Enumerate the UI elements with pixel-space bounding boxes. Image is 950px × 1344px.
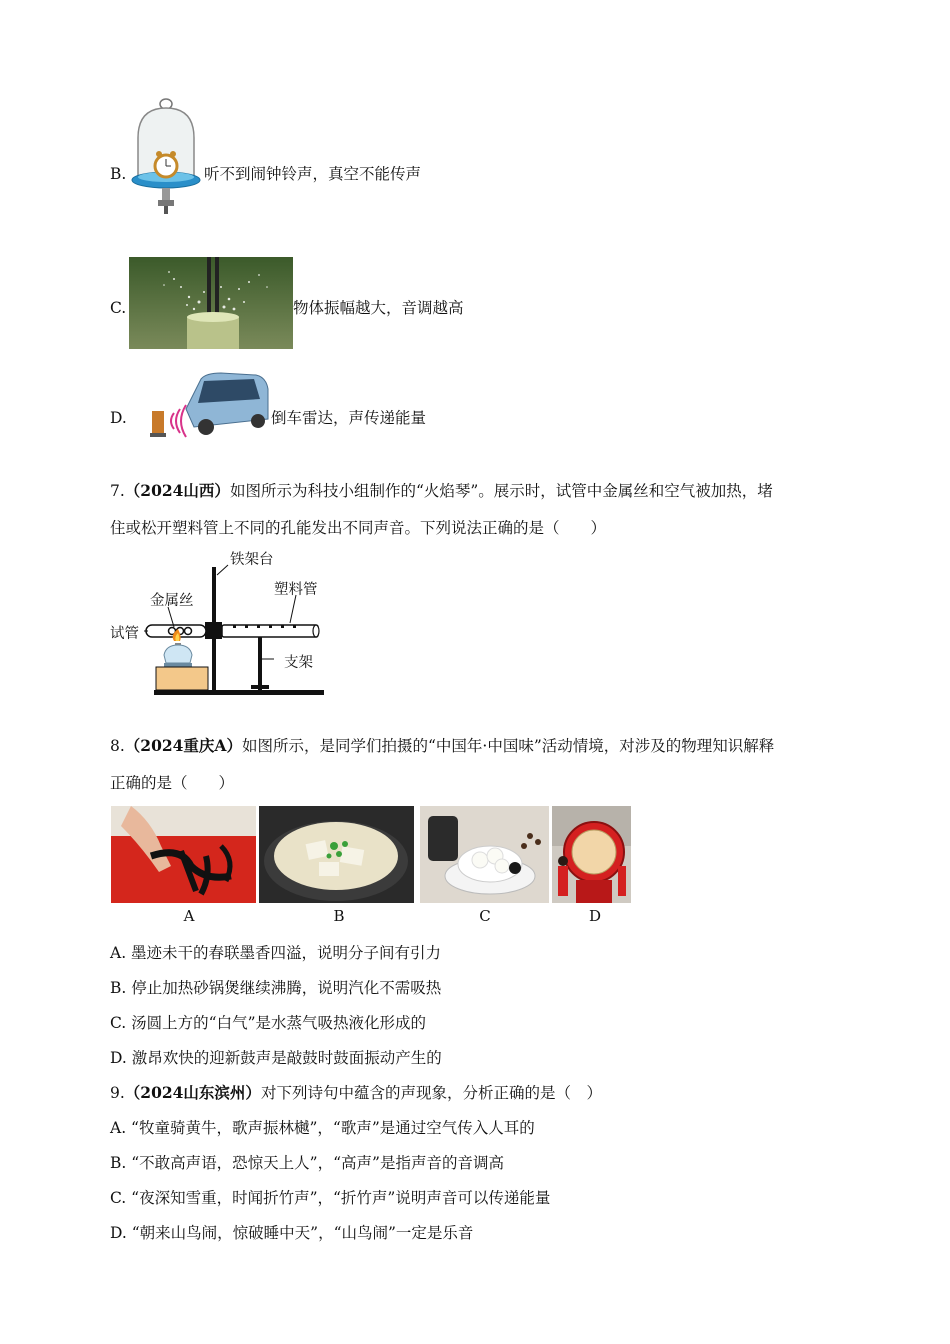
- caption-a: A: [183, 907, 195, 925]
- q9-option-a: A. “牧童骑黄牛，歌声振林樾”，“歌声”是通过空气传入人耳的: [110, 1119, 535, 1137]
- q9-option-c: C. “夜深知雪重，时闻折竹声”，“折竹声”说明声音可以传递能量: [110, 1189, 551, 1207]
- label-support: 支架: [284, 655, 313, 671]
- q8-option-d: D. 激昂欢快的迎新鼓声是敲鼓时鼓面振动产生的: [110, 1049, 442, 1067]
- question-number: 8.: [110, 737, 125, 755]
- question-number: 9.: [110, 1084, 125, 1102]
- option-b: [110, 164, 126, 184]
- caption-d: D: [588, 907, 602, 925]
- option-d: [110, 408, 127, 428]
- option-letter: B.: [110, 165, 127, 183]
- photo-c-tangyuan: [420, 806, 549, 903]
- option-c-text: 物体振幅越大，音调越高: [293, 299, 464, 317]
- q8-option-b: B. 停止加热砂锅煲继续沸腾，说明汽化不需吸热: [110, 979, 442, 997]
- label-iron-stand: 铁架台: [230, 552, 274, 568]
- q9-option-d: D. “朝来山鸟闹，惊破睡中天”，“山鸟闹”一定是乐音: [110, 1224, 474, 1242]
- bell-jar-figure: [128, 98, 203, 218]
- question-9-line1: [110, 1083, 602, 1103]
- question-8-line2: 正确的是（ ）: [110, 774, 235, 792]
- label-test-tube: 试管: [110, 626, 139, 642]
- water-splash-photo: [129, 257, 293, 349]
- question-source: （2024山东滨州）: [124, 1083, 261, 1102]
- reversing-car-figure: [146, 369, 270, 443]
- option-letter: D.: [110, 409, 127, 427]
- q9-option-b: B. “不敢高声语，恐惊天上人”，“高声”是指声音的音调高: [110, 1154, 504, 1172]
- question-7-line2: 住或松开塑料管上不同的孔能发出不同声音。下列说法正确的是（ ）: [110, 519, 607, 537]
- option-d-text: 倒车雷达，声传递能量: [271, 409, 427, 427]
- option-letter: C.: [110, 299, 127, 317]
- question-source: （2024重庆A）: [124, 736, 242, 755]
- question-source: （2024山西）: [124, 481, 230, 500]
- option-c: [110, 298, 126, 318]
- photo-d-drum: [552, 806, 631, 903]
- label-metal-wire: 金属丝: [150, 593, 194, 609]
- option-b-text: 听不到闹钟铃声，真空不能传声: [204, 165, 422, 183]
- q8-option-c: C. 汤圆上方的“白气”是水蒸气吸热液化形成的: [110, 1014, 427, 1032]
- q8-option-a: A. 墨迹未干的春联墨香四溢，说明分子间有引力: [110, 944, 442, 962]
- question-7-line1: [110, 481, 773, 501]
- question-text: 如图所示为科技小组制作的“火焰琴”。展示时，试管中金属丝和空气被加热，堵: [229, 482, 773, 500]
- question-text: 如图所示，是同学们拍摄的“中国年·中国味”活动情境，对涉及的物理知识解释: [241, 737, 775, 755]
- flame-qin-diagram: [108, 545, 328, 700]
- question-number: 7.: [110, 482, 125, 500]
- question-text: 对下列诗句中蕴含的声现象，分析正确的是（ ）: [260, 1084, 602, 1102]
- caption-b: B: [333, 907, 345, 925]
- photo-b-clay-pot-soup: [259, 806, 414, 903]
- question-8-line1: [110, 736, 774, 756]
- caption-c: C: [479, 907, 491, 925]
- label-plastic-pipe: 塑料管: [274, 582, 318, 598]
- photo-a-calligraphy: [111, 806, 256, 903]
